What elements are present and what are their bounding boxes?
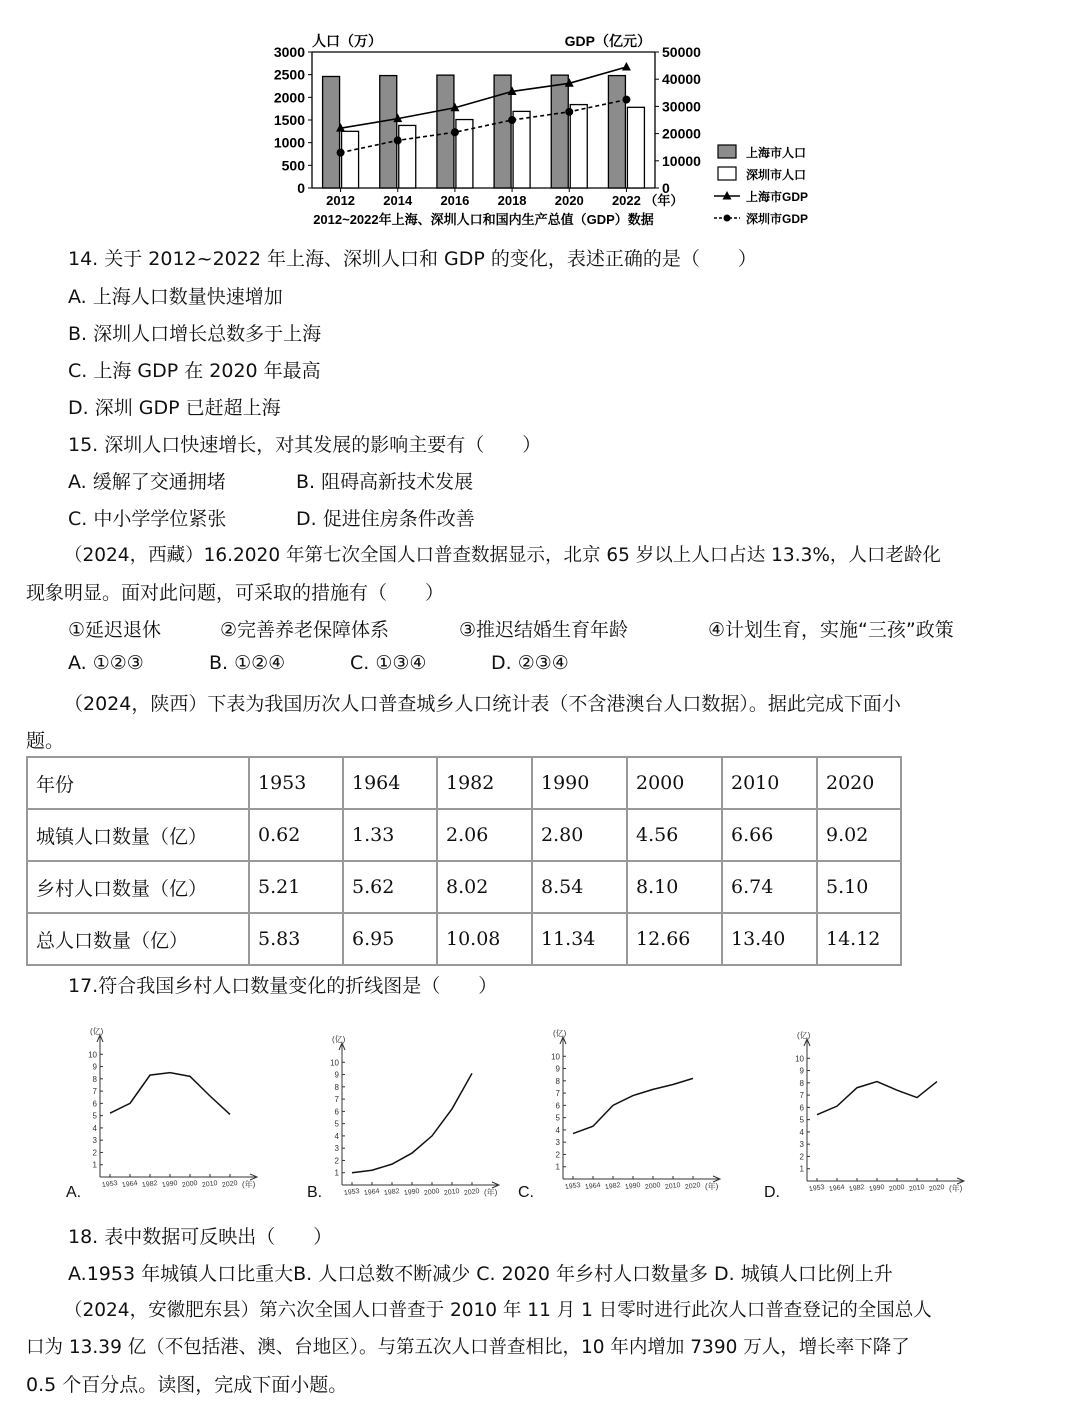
table-cell: 10.08 (437, 913, 532, 965)
mini-chart-c (518, 1028, 720, 1201)
mini-y-tick-label: 8 (799, 1078, 804, 1088)
mini-unit: (亿) (797, 1031, 811, 1040)
mini-x-tick-label: 2010 (201, 1179, 218, 1190)
x-tick-label: 2014 (383, 193, 413, 208)
mini-option-letter: A. (66, 1184, 82, 1201)
mini-y-tick-label: 4 (799, 1127, 804, 1137)
shenzhen-gdp-point (565, 108, 573, 116)
right-tick-label: 20000 (662, 125, 701, 142)
q14-option-b[interactable]: B. 深圳人口增长总数多于上海 (68, 323, 322, 345)
shenzhen-population-bar (342, 131, 359, 188)
intro-line2: 题。 (26, 730, 65, 752)
row-label: 城镇人口数量（亿） (27, 809, 249, 861)
right-axis-label: GDP（亿元） (564, 33, 651, 49)
shenzhen-population-bar (399, 125, 416, 188)
mini-y-tick-label: 4 (92, 1123, 97, 1133)
q16-option-c[interactable]: C. ①③④ (350, 652, 427, 674)
mini-y-tick-label: 7 (799, 1091, 804, 1101)
table-cell: 11.34 (532, 913, 627, 965)
legend-marker (723, 191, 732, 200)
census-table (26, 756, 902, 966)
final-line3: 0.5 个百分点。读图，完成下面小题。 (26, 1374, 348, 1396)
table-year: 1990 (532, 757, 627, 809)
mini-chart-a (66, 1026, 257, 1201)
table-cell: 2.06 (437, 809, 532, 861)
q15-option-c[interactable]: C. 中小学学位紧张 (68, 508, 227, 530)
mini-chart-b (307, 1034, 499, 1201)
mini-x-tick-label: 1964 (828, 1183, 845, 1194)
mini-y-tick-label: 3 (334, 1144, 339, 1154)
mini-x-unit: (年) (242, 1180, 256, 1189)
mini-x-tick-label: 1982 (848, 1183, 865, 1194)
mini-y-tick-label: 10 (795, 1054, 804, 1064)
mini-y-tick-label: 2 (334, 1156, 339, 1166)
mini-x-tick-label: 1953 (101, 1179, 118, 1190)
q16-line1: （2024，西藏）16.2020 年第七次全国人口普查数据显示，北京 65 岁以上人口占达 13.3%，人口老龄化 (64, 545, 941, 566)
mini-x-tick-label: 1964 (121, 1179, 138, 1190)
q16-option-d[interactable]: D. ②③④ (491, 652, 569, 674)
mini-y-tick-label: 3 (92, 1136, 97, 1146)
mini-x-tick-label: 1982 (604, 1181, 621, 1192)
table-cell: 5.21 (249, 861, 343, 913)
shenzhen-gdp-point (508, 116, 516, 124)
mini-unit: (亿) (332, 1035, 346, 1044)
q18-stem: 18. 表中数据可反映出（ ） (68, 1226, 333, 1248)
population-gdp-chart (260, 28, 830, 233)
q16-item-2: ②完善养老保障体系 (220, 619, 390, 641)
shenzhen-gdp-point (451, 128, 459, 136)
x-tick-label: 2012 (326, 193, 356, 208)
table-cell: 0.62 (249, 809, 343, 861)
q18-options[interactable]: A.1953 年城镇人口比重大B. 人口总数不断减少 C. 2020 年乡村人口数量多 D. 城镇人口比例上升 (68, 1263, 893, 1285)
table-year: 2000 (627, 757, 722, 809)
mini-y-tick-label: 1 (334, 1168, 339, 1178)
table-cell: 8.10 (627, 861, 722, 913)
mini-y-tick-label: 7 (92, 1087, 97, 1097)
mini-data-line (110, 1073, 230, 1115)
legend-label: 上海市人口 (746, 146, 807, 160)
mini-chart-d (764, 1030, 964, 1201)
mini-y-tick-label: 8 (555, 1076, 560, 1086)
mini-x-unit: (年) (949, 1184, 963, 1193)
mini-y-tick-label: 6 (555, 1101, 560, 1111)
mini-x-tick-label: 1990 (624, 1181, 641, 1192)
mini-x-tick-label: 2020 (463, 1187, 480, 1198)
shenzhen-gdp-point (337, 149, 345, 157)
mini-option-letter: C. (518, 1184, 534, 1201)
right-tick-label: 50000 (662, 44, 701, 60)
final-line2: 口为 13.39 亿（不包括港、澳、台地区）。与第五次人口普查相比，10 年内增加 7390 万人，增长率下降了 (26, 1337, 910, 1358)
q17-option-charts (0, 1005, 1080, 1205)
legend-swatch (718, 145, 736, 158)
left-tick-label: 500 (281, 157, 305, 174)
right-tick-label: 0 (662, 180, 670, 196)
mini-y-tick-label: 10 (330, 1058, 339, 1068)
shanghai-population-bar (608, 76, 625, 188)
mini-unit: (亿) (90, 1027, 104, 1036)
left-tick-label: 1500 (273, 112, 305, 128)
q16-item-3: ③推迟结婚生育年龄 (459, 619, 629, 641)
mini-x-tick-label: 2020 (684, 1181, 701, 1192)
q17-stem: 17.符合我国乡村人口数量变化的折线图是（ ） (68, 975, 498, 997)
q16-option-b[interactable]: B. ①②④ (209, 652, 286, 674)
shenzhen-population-bar (513, 111, 530, 188)
q15-option-b[interactable]: B. 阻碍高新技术发展 (296, 471, 474, 493)
shanghai-population-bar (323, 76, 340, 188)
mini-x-tick-label: 1953 (564, 1181, 581, 1192)
mini-x-tick-label: 2000 (888, 1183, 905, 1194)
q14-option-c[interactable]: C. 上海 GDP 在 2020 年最高 (68, 360, 321, 382)
shanghai-population-bar (551, 75, 568, 188)
table-year: 2020 (817, 757, 901, 809)
row-label: 乡村人口数量（亿） (27, 861, 249, 913)
table-cell: 14.12 (817, 913, 901, 965)
table-cell: 9.02 (817, 809, 901, 861)
right-tick-label: 40000 (662, 71, 701, 88)
table-header-label: 年份 (27, 757, 249, 809)
x-tick-label: 2016 (440, 193, 470, 208)
shenzhen-gdp-point (622, 96, 630, 104)
table-cell: 5.10 (817, 861, 901, 913)
mini-x-tick-label: 1990 (868, 1183, 885, 1194)
q16-line2: 现象明显。面对此问题，可采取的措施有（ ） (26, 582, 445, 604)
table-cell: 12.66 (627, 913, 722, 965)
mini-x-tick-label: 2020 (221, 1179, 238, 1190)
mini-y-tick-label: 8 (92, 1074, 97, 1084)
table-cell: 8.54 (532, 861, 627, 913)
mini-x-tick-label: 2020 (928, 1183, 945, 1194)
shenzhen-population-bar (570, 105, 587, 188)
mini-y-tick-label: 9 (799, 1066, 804, 1076)
mini-x-tick-label: 2010 (908, 1183, 925, 1194)
q16-item-4: ④计划生育，实施“三孩”政策 (708, 619, 954, 641)
q15-option-d[interactable]: D. 促进住房条件改善 (296, 508, 475, 530)
mini-x-unit: (年) (705, 1182, 719, 1191)
x-tick-label: 2020 (554, 193, 584, 208)
table-cell: 8.02 (437, 861, 532, 913)
x-unit-label: （年） (644, 193, 684, 208)
mini-x-tick-label: 1964 (584, 1181, 601, 1192)
mini-y-tick-label: 7 (555, 1089, 560, 1099)
table-cell: 5.83 (249, 913, 343, 965)
mini-y-tick-label: 4 (334, 1131, 339, 1141)
shanghai-population-bar (380, 76, 397, 188)
shenzhen-population-bar (627, 107, 644, 188)
mini-x-tick-label: 2010 (443, 1187, 460, 1198)
table-cell: 13.40 (722, 913, 817, 965)
legend-swatch (718, 167, 736, 180)
right-tick-label: 10000 (662, 152, 701, 169)
mini-y-tick-label: 6 (334, 1107, 339, 1117)
x-tick-label: 2022 (611, 193, 641, 208)
q16-item-1: ①延迟退休 (68, 619, 162, 641)
mini-x-tick-label: 2000 (423, 1187, 440, 1198)
mini-y-tick-label: 9 (555, 1064, 560, 1074)
mini-y-tick-label: 10 (88, 1050, 97, 1060)
intro-line1: （2024，陕西）下表为我国历次人口普查城乡人口统计表（不含港澳台人口数据）。据此完成下面小 (64, 693, 901, 715)
legend-label: 深圳市人口 (746, 168, 807, 182)
shanghai-gdp-point (622, 62, 631, 71)
q14-option-d[interactable]: D. 深圳 GDP 已赶超上海 (68, 397, 281, 419)
mini-option-letter: D. (764, 1184, 780, 1201)
mini-data-line (573, 1078, 693, 1133)
legend-marker (724, 215, 731, 222)
q14-stem: 14. 关于 2012~2022 年上海、深圳人口和 GDP 的变化，表述正确的是（ ） (68, 248, 757, 270)
table-row (27, 809, 901, 861)
q15-option-a[interactable]: A. 缓解了交通拥堵 (68, 471, 226, 493)
mini-x-tick-label: 1990 (161, 1179, 178, 1190)
legend-label: 深圳市GDP (746, 212, 809, 226)
mini-y-tick-label: 2 (92, 1148, 97, 1158)
left-tick-label: 3000 (273, 44, 305, 60)
table-row (27, 913, 901, 965)
mini-y-tick-label: 8 (334, 1082, 339, 1092)
q15-stem: 15. 深圳人口快速增长，对其发展的影响主要有（ ） (68, 434, 542, 456)
left-tick-label: 1000 (273, 134, 305, 151)
table-year: 1982 (437, 757, 532, 809)
final-line1: （2024，安徽肥东县）第六次全国人口普查于 2010 年 11 月 1 日零时进行此次人口普查登记的全国总人 (64, 1300, 932, 1321)
mini-x-tick-label: 1990 (403, 1187, 420, 1198)
table-year: 2010 (722, 757, 817, 809)
table-cell: 2.80 (532, 809, 627, 861)
table-cell: 6.74 (722, 861, 817, 913)
left-tick-label: 2000 (273, 89, 305, 106)
left-axis-label: 人口（万） (312, 33, 382, 49)
table-header-row (27, 757, 901, 809)
mini-data-line (352, 1073, 472, 1172)
mini-y-tick-label: 1 (555, 1162, 560, 1172)
mini-y-tick-label: 9 (92, 1062, 97, 1072)
mini-y-tick-label: 4 (555, 1125, 560, 1135)
left-tick-label: 2500 (273, 66, 305, 83)
mini-y-tick-label: 5 (799, 1115, 804, 1125)
table-cell: 6.95 (343, 913, 437, 965)
mini-x-tick-label: 1953 (808, 1183, 825, 1194)
q14-option-a[interactable]: A. 上海人口数量快速增加 (68, 286, 283, 308)
x-tick-label: 2018 (497, 193, 527, 208)
right-tick-label: 30000 (662, 98, 701, 115)
mini-x-tick-label: 1982 (141, 1179, 158, 1190)
mini-option-letter: B. (307, 1184, 323, 1201)
table-cell: 5.62 (343, 861, 437, 913)
table-year: 1964 (343, 757, 437, 809)
mini-x-tick-label: 1953 (343, 1187, 360, 1198)
row-label: 总人口数量（亿） (27, 913, 249, 965)
mini-y-tick-label: 9 (334, 1070, 339, 1080)
mini-x-unit: (年) (484, 1188, 498, 1197)
mini-x-tick-label: 2000 (644, 1181, 661, 1192)
mini-y-tick-label: 1 (799, 1164, 804, 1174)
mini-y-tick-label: 2 (555, 1150, 560, 1160)
table-cell: 6.66 (722, 809, 817, 861)
mini-y-tick-label: 2 (799, 1152, 804, 1162)
mini-y-tick-label: 3 (555, 1138, 560, 1148)
shenzhen-gdp-point (394, 136, 402, 144)
mini-y-tick-label: 5 (92, 1111, 97, 1121)
table-cell: 1.33 (343, 809, 437, 861)
mini-x-tick-label: 1982 (383, 1187, 400, 1198)
mini-y-tick-label: 5 (555, 1113, 560, 1123)
mini-y-tick-label: 6 (92, 1099, 97, 1109)
mini-y-tick-label: 10 (551, 1052, 560, 1062)
mini-x-tick-label: 2000 (181, 1179, 198, 1190)
mini-y-tick-label: 1 (92, 1160, 97, 1170)
table-row (27, 861, 901, 913)
mini-y-tick-label: 6 (799, 1103, 804, 1113)
chart-title: 2012~2022年上海、深圳人口和国内生产总值（GDP）数据 (313, 212, 654, 227)
mini-y-tick-label: 3 (799, 1140, 804, 1150)
mini-y-tick-label: 7 (334, 1095, 339, 1105)
q16-option-a[interactable]: A. ①②③ (68, 652, 144, 674)
mini-unit: (亿) (553, 1029, 567, 1038)
mini-data-line (817, 1082, 937, 1115)
table-year: 1953 (249, 757, 343, 809)
mini-y-tick-label: 5 (334, 1119, 339, 1129)
left-tick-label: 0 (297, 180, 305, 196)
legend-label: 上海市GDP (746, 190, 809, 204)
mini-x-tick-label: 1964 (363, 1187, 380, 1198)
mini-x-tick-label: 2010 (664, 1181, 681, 1192)
table-cell: 4.56 (627, 809, 722, 861)
